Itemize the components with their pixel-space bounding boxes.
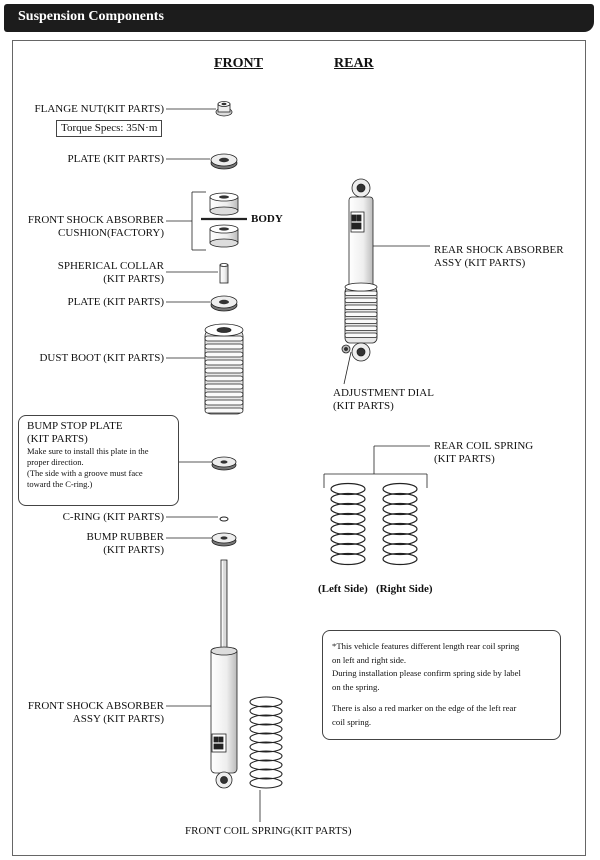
spherical-collar-icon [220, 264, 228, 284]
bump-rubber-label-line1: BUMP RUBBER [86, 531, 164, 543]
cushion-upper-icon [210, 193, 238, 215]
collar-label-line1: SPHERICAL COLLAR [57, 260, 164, 272]
collar-label-line2: (KIT PARTS) [103, 273, 164, 285]
dust-boot-icon [205, 324, 243, 414]
bump-rubber-label-line2: (KIT PARTS) [103, 544, 164, 556]
bump-stop-callout [18, 415, 179, 506]
bump-stop-note-line1: Make sure to install this plate in the [27, 446, 149, 456]
notice-line3: During installation please confirm spring side by label [332, 668, 521, 678]
front-shock-label [28, 700, 164, 726]
bump-stop-note-line2: proper direction. [27, 457, 84, 467]
cushion-label [28, 214, 164, 240]
left-side-label: (Left Side) [318, 583, 368, 595]
notice-line5: There is also a red marker on the edge of the left rear [332, 703, 517, 713]
rear-coil-spring-right-icon [383, 484, 417, 565]
bump-stop-plate-icon [212, 457, 236, 470]
notice-line6: coil spring. [332, 716, 372, 727]
rear-shock-label-line1: REAR SHOCK ABSORBER [434, 244, 564, 256]
front-shock-absorber-icon [211, 560, 237, 788]
bump-stop-title-line1: BUMP STOP PLATE [27, 420, 123, 432]
cushion-label-line1: FRONT SHOCK ABSORBER [27, 214, 164, 226]
rear-coil-label-line1: REAR COIL SPRING [434, 440, 534, 452]
collar-label [58, 260, 164, 286]
rear-coil-label [434, 440, 533, 466]
rear-shock-label [434, 244, 564, 270]
right-side-label: (Right Side) [376, 583, 433, 595]
rear-heading: REAR [334, 56, 374, 71]
rear-shock-label-line2: ASSY (KIT PARTS) [434, 257, 526, 269]
body-label: BODY [251, 213, 283, 225]
adjustment-dial-label-line1: ADJUSTMENT DIAL [333, 387, 434, 399]
torque-spec-box: Torque Specs: 35N·m [56, 120, 162, 137]
rear-coil-label-line2: (KIT PARTS) [434, 453, 495, 465]
cushion-lower-icon [210, 225, 238, 247]
adjustment-dial-label-line2: (KIT PARTS) [333, 400, 394, 412]
plate-top-label: PLATE (KIT PARTS) [67, 153, 164, 165]
bump-stop-note-line4: toward the C-ring.) [27, 479, 93, 489]
front-shock-label-line2: ASSY (KIT PARTS) [72, 713, 164, 725]
bump-rubber-label [86, 531, 164, 557]
adjustment-dial-label [333, 387, 434, 413]
bump-stop-note-line3: (The side with a groove must face [27, 468, 143, 478]
bump-rubber-icon [212, 533, 236, 546]
cushion-label-line2: CUSHION(FACTORY) [58, 227, 164, 239]
plate-second-label: PLATE (KIT PARTS) [67, 296, 164, 308]
dust-boot-label: DUST BOOT (KIT PARTS) [39, 352, 164, 364]
c-ring-label: C-RING (KIT PARTS) [62, 511, 164, 523]
header-title: Suspension Components [18, 9, 164, 24]
rear-shock-absorber-icon [342, 179, 377, 361]
flange-nut-label: FLANGE NUT(KIT PARTS) [34, 103, 164, 115]
front-coil-spring-icon [250, 697, 282, 788]
notice-line2: on left and right side. [332, 654, 407, 665]
front-heading: FRONT [214, 56, 263, 71]
notice-line1: *This vehicle features different length rear coil spring [332, 641, 520, 651]
c-ring-icon [220, 517, 228, 521]
rear-coil-spring-left-icon [331, 484, 365, 565]
plate-top-icon [211, 154, 237, 169]
bump-stop-title-line2: (KIT PARTS) [27, 433, 88, 445]
rear-spring-notice [322, 630, 561, 740]
flange-nut-icon [216, 102, 232, 117]
front-coil-label: FRONT COIL SPRING(KIT PARTS) [185, 825, 352, 837]
notice-line4: on the spring. [332, 681, 380, 692]
front-shock-label-line1: FRONT SHOCK ABSORBER [27, 700, 164, 712]
plate-second-icon [211, 296, 237, 311]
